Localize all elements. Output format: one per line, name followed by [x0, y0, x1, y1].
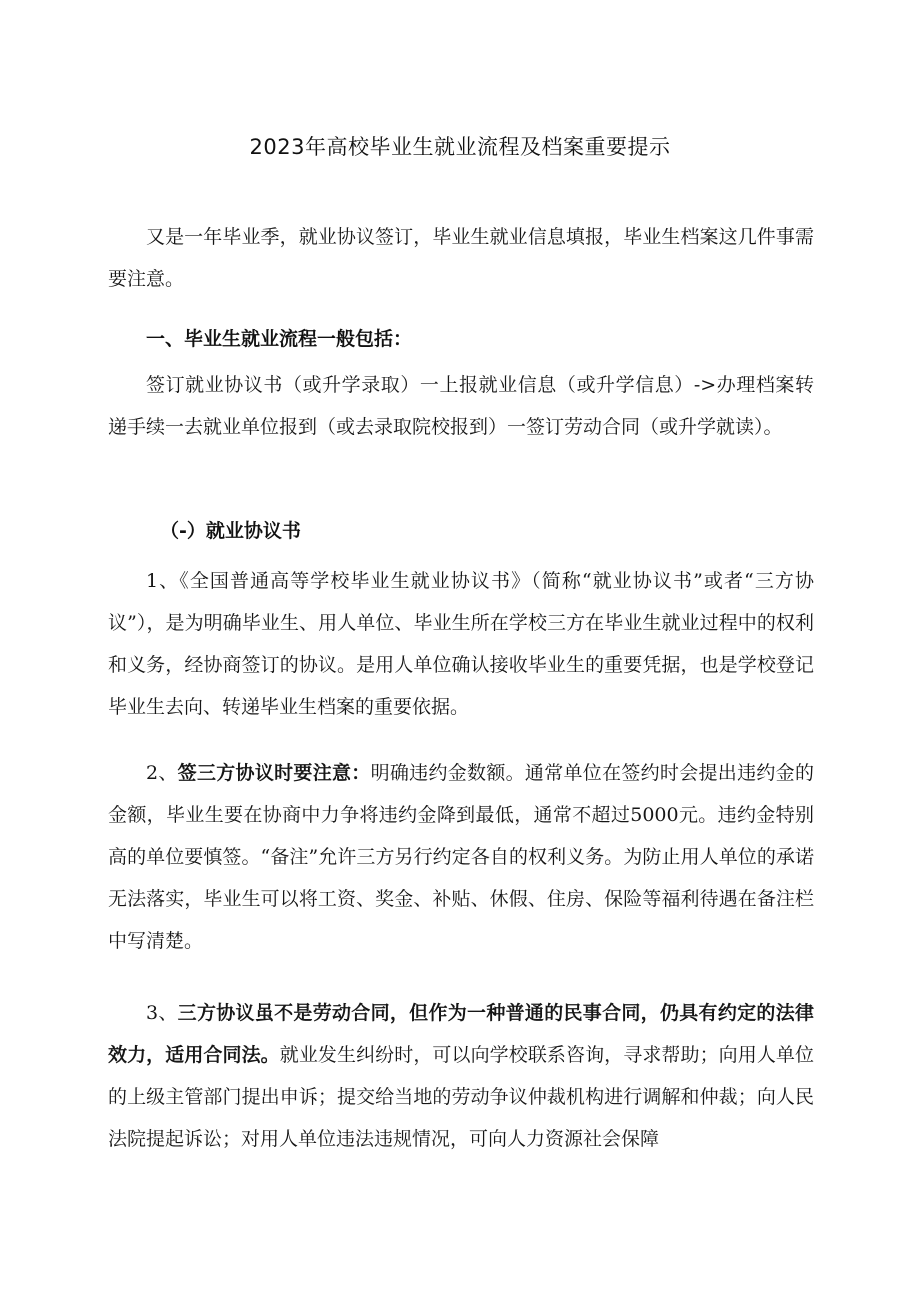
- item-3-number: 3、: [146, 1002, 178, 1024]
- item-3-text: 就业发生纠纷时，可以向学校联系咨询，寻求帮助；向用人单位的上级主管部门提出申诉；提交给当地的劳动争议仲裁机构进行调解和仲裁；向人民法院提起诉讼；对用人单位违法违规情况，可向人力资源社会保障: [108, 1044, 814, 1150]
- agreement-item-3: [108, 992, 814, 1160]
- item-2-number: 2、: [146, 762, 178, 784]
- intro-paragraph: 又是一年毕业季，就业协议签订，毕业生就业信息填报，毕业生档案这几件事需要注意。: [108, 226, 814, 290]
- agreement-item-2: [108, 752, 814, 962]
- item-2-bold-lead: 签三方协议时要注意：: [177, 762, 371, 784]
- item-3-bold-lead: 三方协议虽不是劳动合同，但作为一种普通的民事合同，仍具有约定的法律效力，适用合同法。: [108, 1002, 814, 1066]
- section-heading-process: 一、毕业生就业流程一般包括：: [146, 328, 413, 350]
- subsection-heading-agreement: （-）就业协议书: [160, 520, 301, 542]
- agreement-item-1: 1、《全国普通高等学校毕业生就业协议书》（简称“就业协议书”或者“三方协议”），是为明确毕业生、用人单位、毕业生所在学校三方在毕业生就业过程中的权利和义务，经协商签订的协议。是用人单位确认接收毕业生的重要凭据，也是学校登记毕业生去向、转递毕业生档案的重要依据。: [108, 570, 814, 718]
- document-title: 2023年高校毕业生就业流程及档案重要提示: [249, 135, 671, 159]
- process-flow-paragraph: 签订就业协议书（或升学录取）一上报就业信息（或升学信息）->办理档案转递手续一去就业单位报到（或去录取院校报到）一签订劳动合同（或升学就读）。: [108, 374, 814, 438]
- item-2-text: 明确违约金数额。通常单位在签约时会提出违约金的金额，毕业生要在协商中力争将违约金降到最低，通常不超过5000元。违约金特别高的单位要慎签。“备注”允许三方另行约定各自的权利义务。为防止用人单位的承诺无法落实，毕业生可以将工资、奖金、补贴、休假、住房、保险等福利待遇在备注栏中写清楚。: [108, 762, 814, 952]
